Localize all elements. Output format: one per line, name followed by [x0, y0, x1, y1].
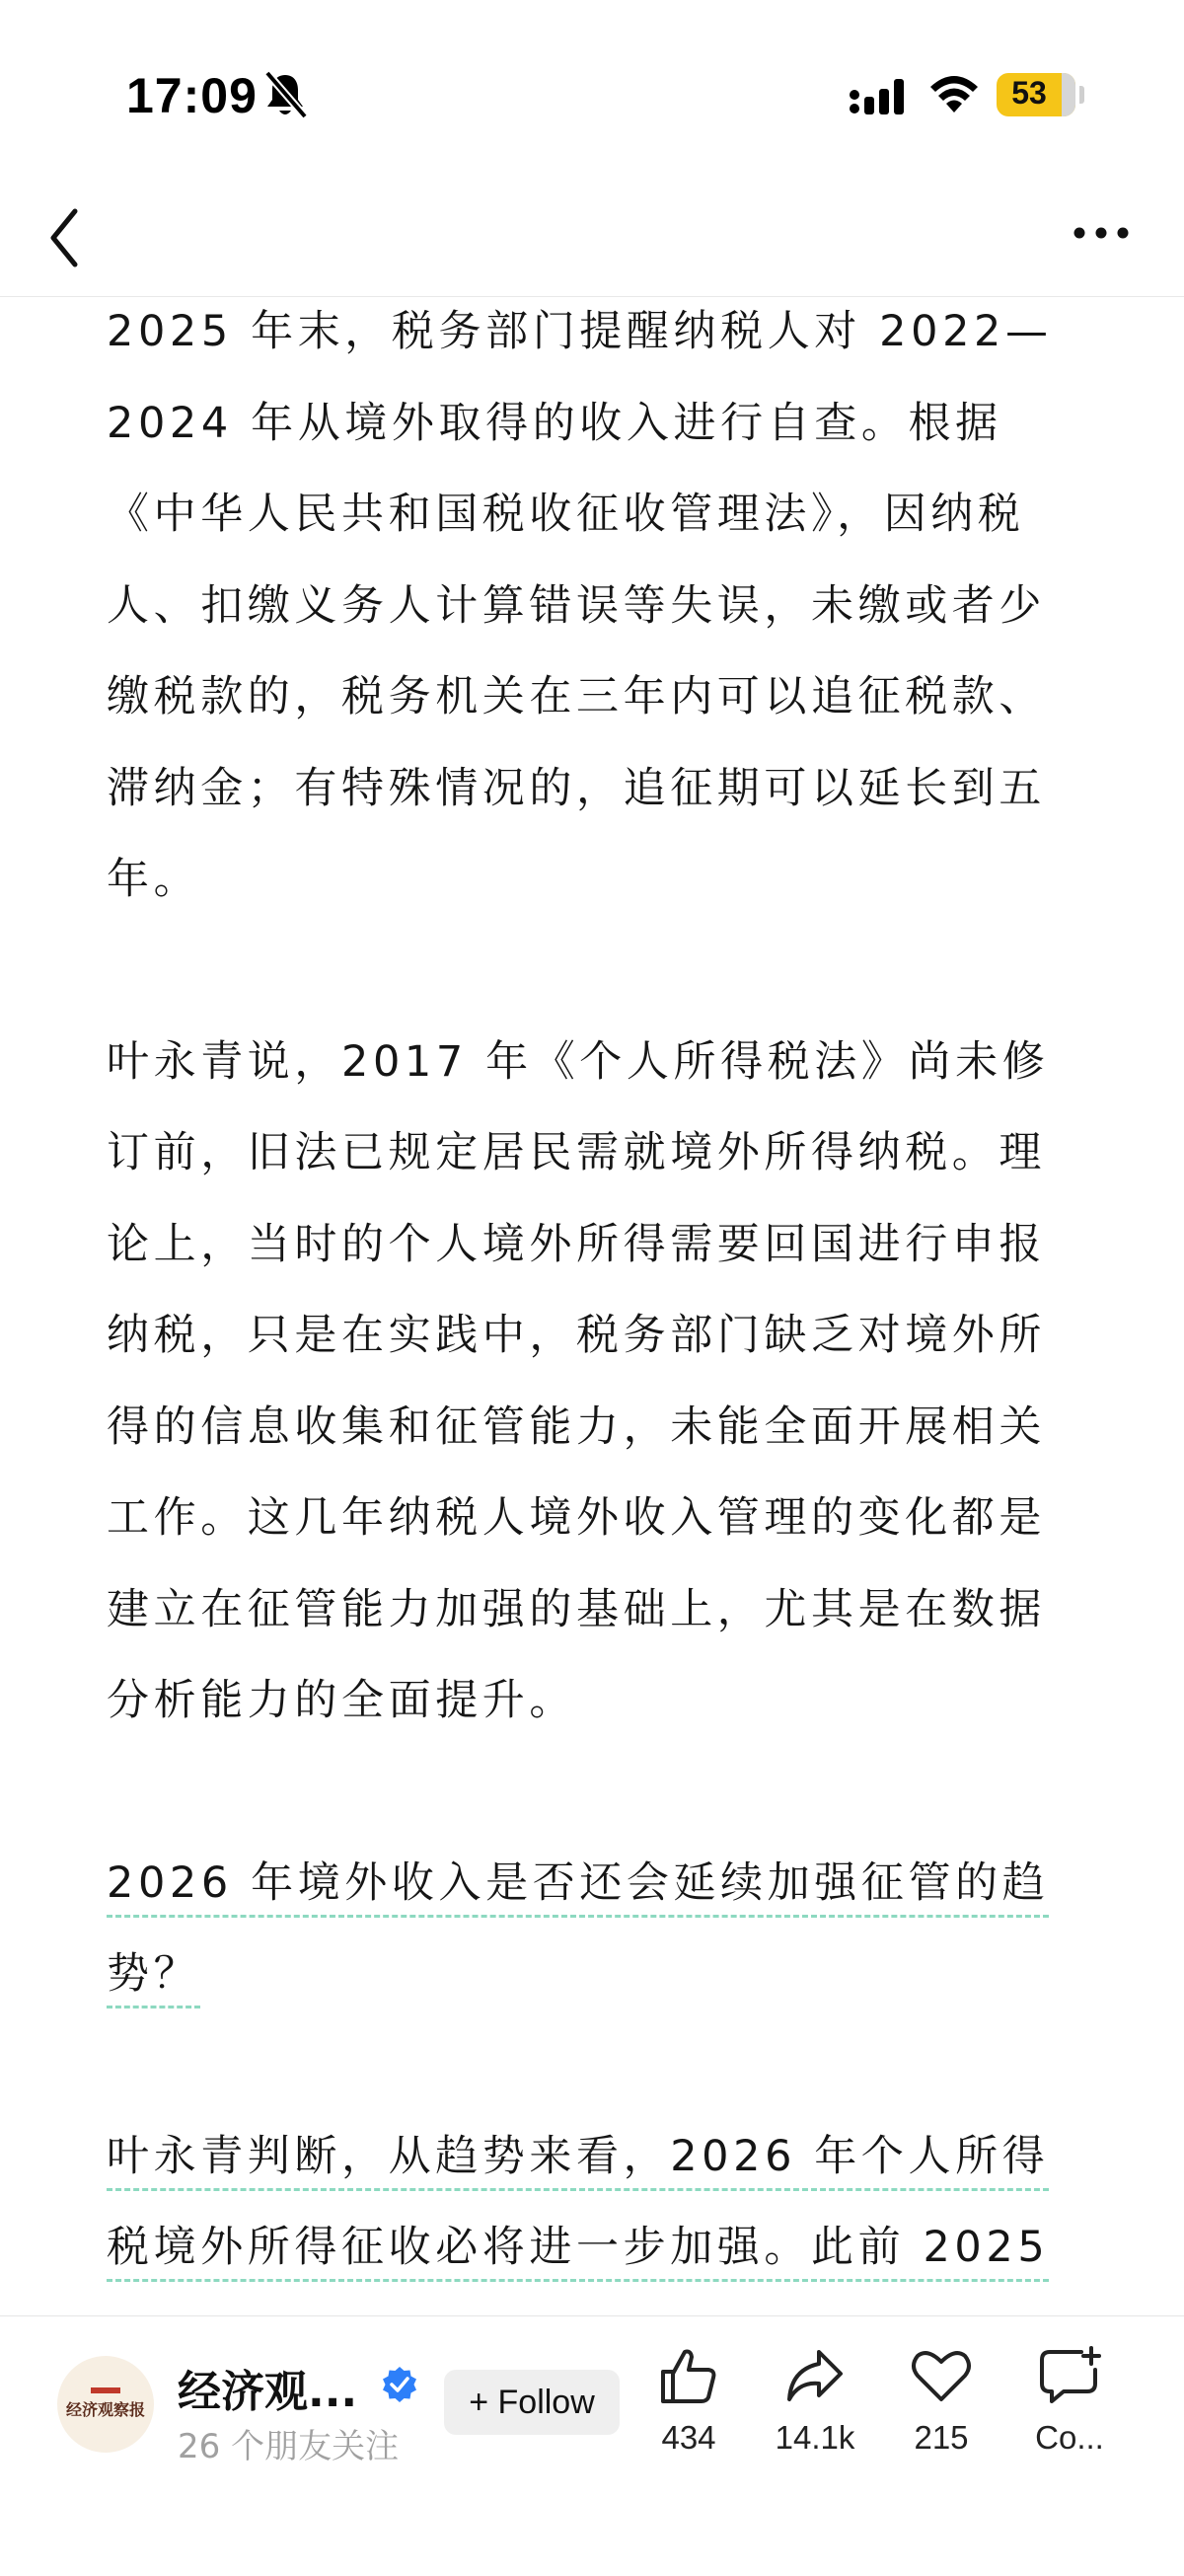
heart-icon — [910, 2344, 973, 2407]
share-icon — [783, 2344, 847, 2407]
favorite-action[interactable] — [882, 2344, 1000, 2492]
article-paragraph: 2025 年末，税务部门提醒纳税人对 2022—2024 年从境外取得的收入进行自查。根据《中华人民共和国税收征收管理法》，因纳税人、扣缴义务人计算错误等失误，未缴或者少缴税款的，税务机关在三年内可以追征税款、滞纳金；有特殊情况的，追征期可以延长到五年。 — [107, 307, 1053, 904]
favorite-count: 215 — [914, 2419, 969, 2456]
status-bar — [0, 0, 1184, 188]
article-body — [107, 296, 1079, 2315]
avatar[interactable] — [57, 2356, 154, 2453]
comment-label: Co... — [1035, 2419, 1104, 2456]
nav-bar — [0, 188, 1184, 297]
article-question-heading[interactable] — [107, 1838, 1079, 2020]
wifi-icon — [927, 73, 981, 116]
article-paragraph: 叶永青说，2017 年《个人所得税法》尚未修订前，旧法已规定居民需就境外所得纳税。理论上，当时的个人境外所得需要回国进行申报纳税，只是在实践中，税务部门缺乏对境外所得的信息收集和征管能力，未能全面开展相关工作。这几年纳税人境外收入管理的变化都是建立在征管能力加强的基础上，尤其是在数据分析能力的全面提升。 — [107, 1036, 1050, 1725]
verified-badge-icon — [381, 2366, 418, 2403]
highlight-link[interactable]: 2026 年境外收入是否还会延续加强征管的趋势？ — [107, 1857, 1050, 1999]
followers-count: 26 个朋友关注 — [178, 2427, 400, 2466]
bottom-action-bar — [0, 2315, 1184, 2576]
battery-cap — [1079, 86, 1084, 104]
avatar-logo-text: 经济观察报 — [65, 2400, 145, 2419]
status-time: 17:09 — [126, 68, 258, 123]
ellipsis-icon[interactable] — [1072, 223, 1131, 243]
follow-button[interactable]: + Follow — [444, 2370, 620, 2435]
share-count: 14.1k — [775, 2419, 855, 2456]
battery-level: 53 — [1011, 75, 1047, 111]
bell-slash-icon — [261, 69, 309, 120]
thumbs-up-icon — [657, 2344, 720, 2407]
like-count: 434 — [661, 2419, 716, 2456]
signal-icon — [849, 77, 912, 116]
chevron-left-icon[interactable] — [45, 205, 85, 270]
highlight-link[interactable]: 叶永青判断，从趋势来看，2026 年个人所得税境外所得征收必将进一步加强。此前 2025 — [107, 2131, 1050, 2272]
share-action[interactable] — [756, 2344, 874, 2492]
battery-icon — [997, 73, 1075, 116]
article-paragraph[interactable] — [107, 2111, 1079, 2316]
comment-icon — [1038, 2344, 1101, 2407]
account-name[interactable]: 经济观... — [178, 2367, 358, 2417]
like-action[interactable] — [629, 2344, 748, 2492]
comment-action[interactable] — [1010, 2344, 1129, 2492]
